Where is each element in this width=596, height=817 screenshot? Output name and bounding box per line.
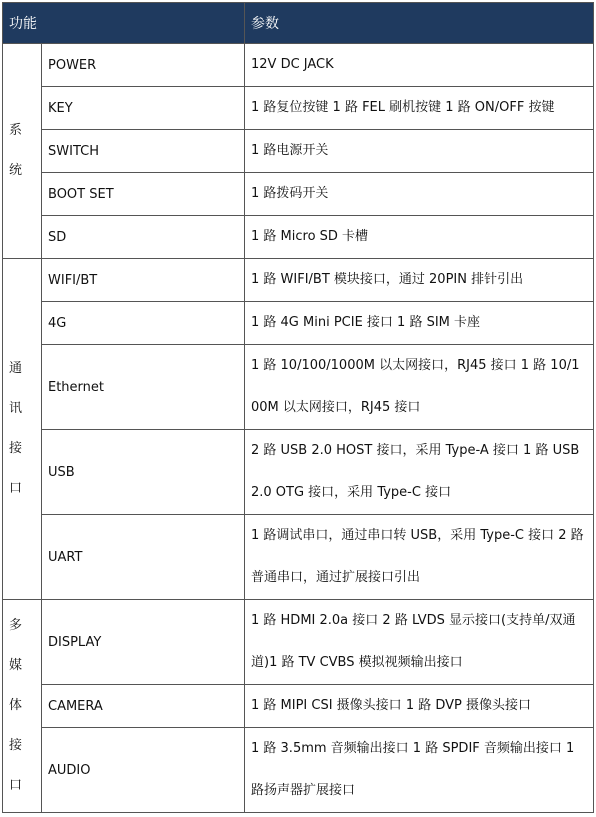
table-row [3,728,594,813]
spec-table [2,2,594,813]
param-cell: 2 路 USB 2.0 HOST 接口，采用 Type-A 接口 1 路 USB 2.0 OTG 接口，采用 Type-C 接口 [245,430,594,515]
feature-cell: KEY [42,87,245,130]
param-cell: 1 路 4G Mini PCIE 接口 1 路 SIM 卡座 [245,302,594,345]
feature-cell: SD [42,216,245,259]
param-cell: 1 路 WIFI/BT 模块接口，通过 20PIN 排针引出 [245,259,594,302]
feature-cell: BOOT SET [42,173,245,216]
table-row [3,259,594,302]
header-function: 功能 [3,3,245,44]
feature-cell: DISPLAY [42,600,245,685]
param-cell: 1 路 3.5mm 音频输出接口 1 路 SPDIF 音频输出接口 1 路扬声器扩展接口 [245,728,594,813]
table-row [3,44,594,87]
feature-cell: POWER [42,44,245,87]
table-header-row [3,3,594,44]
table-row [3,345,594,430]
table-row [3,130,594,173]
feature-cell: SWITCH [42,130,245,173]
feature-cell: UART [42,515,245,600]
table-row [3,430,594,515]
feature-cell: WIFI/BT [42,259,245,302]
header-params: 参数 [245,3,594,44]
feature-cell: Ethernet [42,345,245,430]
table-row [3,87,594,130]
table-row [3,302,594,345]
group-label-system: 系统 [3,44,42,259]
param-cell: 1 路 HDMI 2.0a 接口 2 路 LVDS 显示接口(支持单/双通道)1 路 TV CVBS 模拟视频输出接口 [245,600,594,685]
table-row [3,685,594,728]
param-cell: 12V DC JACK [245,44,594,87]
param-cell: 1 路调试串口，通过串口转 USB，采用 Type-C 接口 2 路普通串口，通过扩展接口引出 [245,515,594,600]
table-row [3,216,594,259]
feature-cell: CAMERA [42,685,245,728]
param-cell: 1 路 Micro SD 卡槽 [245,216,594,259]
param-cell: 1 路 MIPI CSI 摄像头接口 1 路 DVP 摄像头接口 [245,685,594,728]
param-cell: 1 路 10/100/1000M 以太网接口，RJ45 接口 1 路 10/100M 以太网接口，RJ45 接口 [245,345,594,430]
param-cell: 1 路复位按键 1 路 FEL 刷机按键 1 路 ON/OFF 按键 [245,87,594,130]
group-label-multimedia: 多媒体接口 [3,600,42,813]
param-cell: 1 路电源开关 [245,130,594,173]
feature-cell: USB [42,430,245,515]
feature-cell: 4G [42,302,245,345]
table-row [3,600,594,685]
feature-cell: AUDIO [42,728,245,813]
table-row [3,173,594,216]
table-row [3,515,594,600]
group-label-communication: 通讯接口 [3,259,42,600]
param-cell: 1 路拨码开关 [245,173,594,216]
